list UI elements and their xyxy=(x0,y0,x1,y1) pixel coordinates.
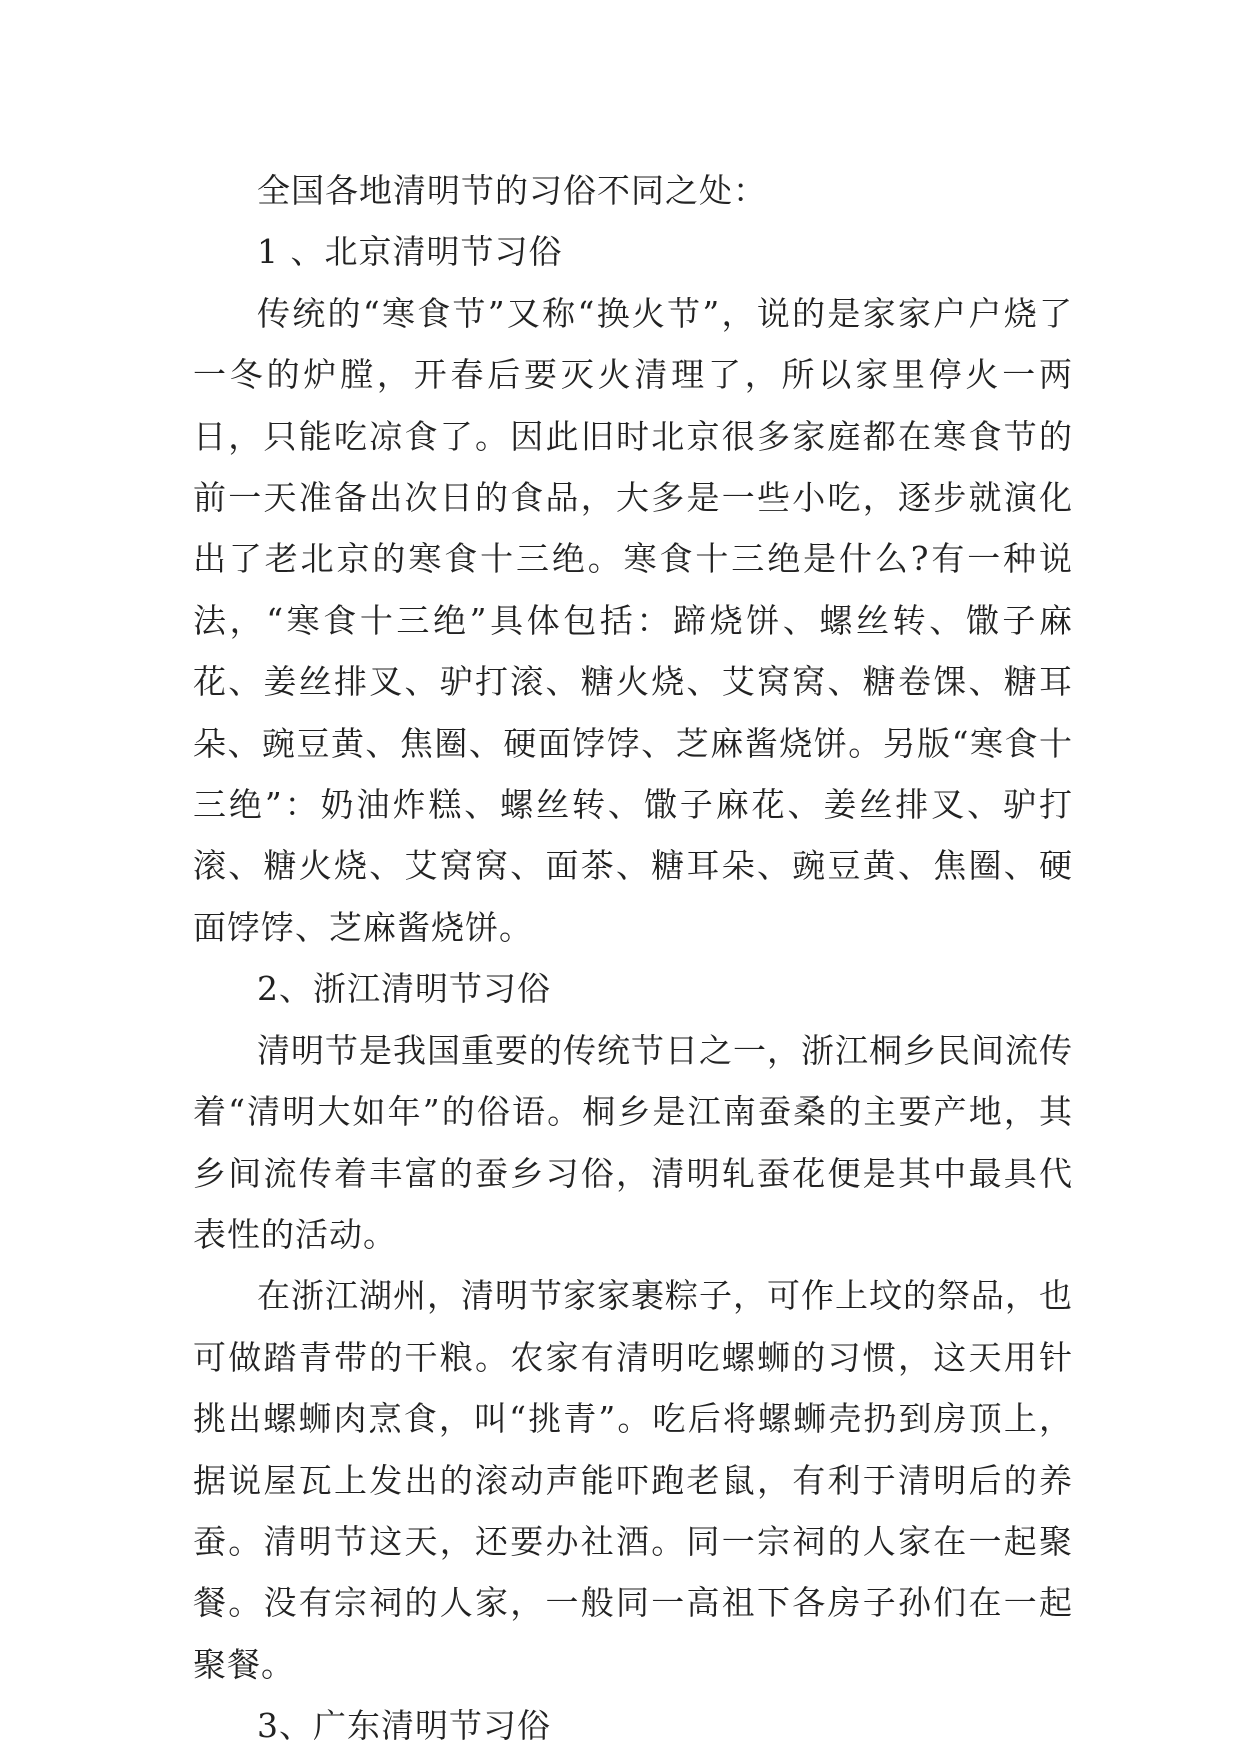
section-heading-zhejiang: 2、浙江清明节习俗 xyxy=(257,969,551,1009)
paragraph-zhejiang-tongxiang: 清明节是我国重要的传统节日之一，浙江桐乡民间流传着“清明大如年”的俗语。桐乡是江南蚕桑的主要产地，其乡间流传着丰富的蚕乡习俗，清明轧蚕花便是其中最具代表性的活动。 xyxy=(193,1030,1073,1254)
paragraph-zhejiang-huzhou: 在浙江湖州，清明节家家裹粽子，可作上坟的祭品，也可做踏青带的干粮。农家有清明吃螺蛳的习惯，这天用针挑出螺蛳肉烹食，叫“挑青”。吃后将螺蛳壳扔到房顶上，据说屋瓦上发出的滚动声能吓跑老鼠，有利于清明后的养蚕。清明节这天，还要办社酒。同一宗祠的人家在一起聚餐。没有宗祠的人家，一般同一高祖下各房子孙们在一起聚餐。 xyxy=(193,1276,1073,1684)
paragraph-beijing-customs: 传统的“寒食节”又称“换火节”，说的是家家户户烧了一冬的炉膛，开春后要灭火清理了，所以家里停火一两日，只能吃凉食了。因此旧时北京很多家庭都在寒食节的前一天准备出次日的食品，大多是一些小吃，逐步就演化出了老北京的寒食十三绝。寒食十三绝是什么?有一种说法，“寒食十三绝”具体包括：蹄烧饼、螺丝转、馓子麻花、姜丝排叉、驴打滚、糖火烧、艾窝窝、糖卷馃、糖耳朵、豌豆黄、焦圈、硬面饽饽、芝麻酱烧饼。另版“寒食十三绝”：奶油炸糕、螺丝转、馓子麻花、姜丝排叉、驴打滚、糖火烧、艾窝窝、面茶、糖耳朵、豌豆黄、焦圈、硬面饽饽、芝麻酱烧饼。 xyxy=(193,293,1073,947)
section-heading-guangdong: 3、广东清明节习俗 xyxy=(257,1706,551,1746)
intro-line: 全国各地清明节的习俗不同之处： xyxy=(257,171,767,210)
document-page xyxy=(193,160,1073,1757)
section-heading-beijing: 1 、北京清明节习俗 xyxy=(257,232,563,272)
